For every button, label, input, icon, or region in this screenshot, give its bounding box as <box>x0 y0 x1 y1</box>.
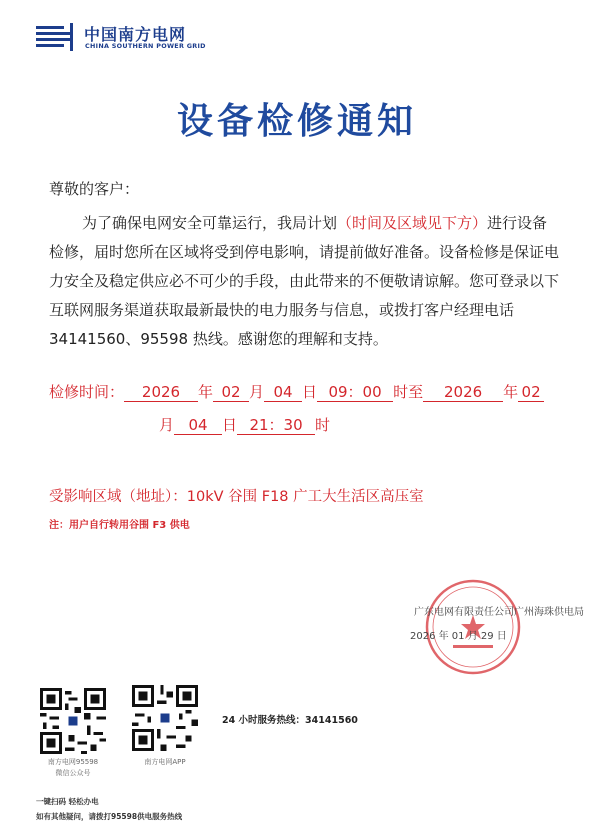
body-part2: 进行设备检修，届时您所在区域将受到停电影响，请提前做好准备。设备检修是保证电力安全及稳定供应必不可少的手段，由此带来的不便敬请谅解。您可登录以下互联网服务渠道获取最新最快的电力服务与信息，或拨打客户经理电话 34141560、95598 热线。感谢您的理解和支持。 <box>49 214 560 348</box>
start-time: 09：00 <box>317 384 393 402</box>
notice-body <box>49 209 559 354</box>
end-day: 04 <box>174 417 222 435</box>
year-label: 年 <box>198 383 214 401</box>
csg-logo <box>36 22 226 56</box>
csg-logo-icon <box>36 23 78 51</box>
month-label-2: 月 <box>159 416 175 434</box>
notice-title: 设备检修通知 <box>176 101 417 142</box>
month-label: 月 <box>249 383 265 401</box>
start-year: 2026 <box>124 384 198 402</box>
service-hotline: 24 小时服务热线：34141560 <box>222 715 358 726</box>
footer-slogan: 一键扫码 轻松办电 <box>36 797 99 806</box>
body-highlight: （时间及区域见下方） <box>337 214 488 232</box>
day-label: 日 <box>302 383 318 401</box>
schedule-line-1 <box>49 381 544 402</box>
end-time: 21：30 <box>237 417 315 435</box>
year-label-2: 年 <box>503 383 519 401</box>
hour-label: 时 <box>315 416 331 434</box>
footer-contact: 如有其他疑问，请拨打95598供电服务热线 <box>36 812 183 821</box>
start-month: 02 <box>213 384 249 402</box>
logo-text-cn: 中国南方电网 <box>84 25 187 44</box>
greeting: 尊敬的客户： <box>49 180 140 198</box>
supply-note: 注：用户自行转用谷围 F3 供电 <box>49 520 190 531</box>
logo-text-en: CHINA SOUTHERN POWER GRID <box>85 42 206 50</box>
end-year: 2026 <box>423 384 503 402</box>
qr-caption-app-line1: 南方电网APP <box>144 758 186 766</box>
qr-caption-app <box>120 757 210 768</box>
qr-caption-wechat <box>28 757 118 779</box>
schedule-line-2 <box>159 414 330 435</box>
qr-caption-wechat-line2: 微信公众号 <box>55 769 91 777</box>
until-label: 时至 <box>393 383 424 401</box>
schedule-label: 检修时间： <box>49 383 125 401</box>
start-day: 04 <box>264 384 302 402</box>
issue-date: 2026 年 01 月 29 日 <box>410 631 507 642</box>
qr-code-wechat[interactable] <box>40 688 106 754</box>
affected-area: 受影响区域（地址）：10kV 谷围 F18 广工大生活区高压室 <box>49 489 424 505</box>
issuer-company: 广东电网有限责任公司广州海珠供电局 <box>414 607 584 618</box>
body-part1: 为了确保电网安全可靠运行，我局计划 <box>82 214 338 232</box>
qr-code-app[interactable] <box>132 685 198 751</box>
end-month: 02 <box>518 384 544 402</box>
qr-caption-wechat-line1: 南方电网95598 <box>47 758 99 766</box>
day-label-2: 日 <box>222 416 238 434</box>
